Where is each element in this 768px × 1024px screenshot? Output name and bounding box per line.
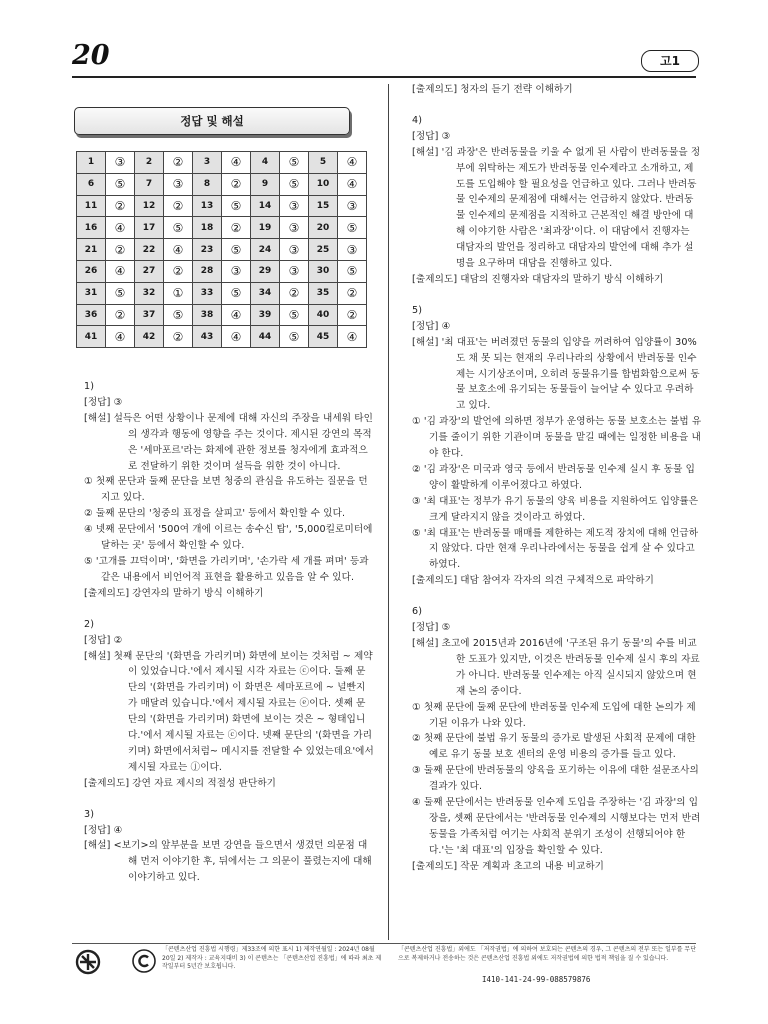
explanation-text: [해설] 첫째 문단의 '(화면을 가리키며) 화면에 보이는 것처럼 ~ 제약이 있었습니다.'에서 제시될 시각 자료는 ⓒ이다. 둘째 문단의 '(화면을 가리키며) 이 화면은 세마포르에 ~ 널빤지가 매달려 있습니다.'에서 제시될 자료는 ⓔ이다. 셋째 문단의 '(화면을 가리키며) 화면에 보이는 것은 ~ 형태입니다.'에서 제시될 자료는 ⓒ이다. 넷째 문단의 '(화면을 가리키며) 화면에서처럼~ 메시지를 전달할 수 있었는데요'에서 제시될 자료는 ⓙ이다. <box>84 650 374 773</box>
choice-explanation: ① 첫째 문단에 둘째 문단에 반려동물 인수제 도입에 대한 논의가 제기된 이유가 나와 있다. <box>412 701 696 729</box>
footer-rule <box>72 943 696 944</box>
question-number-cell: 8 <box>193 173 222 195</box>
answer-choice-cell: ③ <box>222 260 251 282</box>
question-number-cell: 11 <box>77 195 106 217</box>
explanation-text: [해설] 설득은 어떤 상황이나 문제에 대해 자신의 주장을 내세워 타인의 생각과 행동에 영향을 주는 것이다. 제시된 강연의 목적은 '세마포르'라는 화제에 관한 정보를 청자에게 효과적으로 전달하기 위한 것이며 설득을 위한 것이 아니다. <box>84 412 373 472</box>
answer-choice-cell: ⑤ <box>280 304 309 326</box>
question-number-cell: 31 <box>77 282 106 304</box>
explanation-text: [해설] 초고에 2015년과 2016년에 '구조된 유기 동물'의 수를 비교한 도표가 있지만, 이것은 반려동물 인수제 실시 후의 자료가 아니다. 반려동물 인수제는 아직 실시되지 않았으며 현재 논의 중이다. <box>412 638 700 697</box>
answer-choice-cell: ③ <box>280 217 309 239</box>
question-number-cell: 20 <box>309 217 338 239</box>
question-number-cell: 12 <box>135 195 164 217</box>
answer-choice-cell: ② <box>106 304 135 326</box>
column-divider <box>388 84 389 940</box>
question-number-cell: 35 <box>309 282 338 304</box>
answer-choice-cell: ③ <box>338 195 367 217</box>
answer-choice-cell: ② <box>164 260 193 282</box>
document-code: I410-141-24-99-088579876 <box>482 975 591 984</box>
answer-row <box>77 326 367 348</box>
question-number-cell: 39 <box>251 304 280 326</box>
answer-choice-cell: ② <box>164 326 193 348</box>
question-intent: [출제의도] 청자의 듣기 전략 이해하기 <box>412 84 573 95</box>
choice-explanation: ④ 넷째 문단에서 '500여 개에 이르는 송수신 탑', '5,000킬로미터에 달하는 곳' 등에서 확인할 수 있다. <box>84 524 373 552</box>
question-number-cell: 27 <box>135 260 164 282</box>
answer-line: [정답] ⑤ <box>412 622 451 634</box>
question-number-cell: 30 <box>309 260 338 282</box>
answer-choice-cell: ④ <box>106 326 135 348</box>
answer-choice-cell: ⑤ <box>222 239 251 261</box>
choice-explanation: ② '김 과장'은 미국과 영국 등에서 반려동물 인수제 실시 후 동물 입양이 활발하게 이루어졌다고 하였다. <box>412 463 696 491</box>
answer-choice-cell: ② <box>222 173 251 195</box>
footer-notice-left: 「콘텐츠산업 진흥법 시행령」제33조에 의한 표시 1) 제작연월일 : 2024년 08월 20일 2) 제작자 : 교육지대비 3) 이 콘텐츠는 「콘텐츠산업 진흥법」에 따라 최초 제작일부터 5년간 보호됩니다. <box>162 946 382 970</box>
question-number-cell: 21 <box>77 239 106 261</box>
copyright-icon <box>132 949 156 973</box>
question-number-cell: 17 <box>135 217 164 239</box>
answer-choice-cell: ③ <box>280 195 309 217</box>
answer-row <box>77 173 367 195</box>
question-number-cell: 44 <box>251 326 280 348</box>
question-number-cell: 29 <box>251 260 280 282</box>
answer-choice-cell: ② <box>280 282 309 304</box>
answer-choice-cell: ② <box>338 282 367 304</box>
left-column <box>84 379 374 901</box>
question-block <box>412 303 702 589</box>
explanation-text: [해설] '최 대표'는 버려졌던 동물의 입양을 꺼려하여 입양률이 30%도 채 못 되는 현재의 우리나라의 상황에서 반려동물 인수제는 시기상조이며, 오히려 동물유기를 합법화함으로써 동물 보호소에 유기되는 동물들이 늘어날 수 있다고 우려하고 있다. <box>412 336 700 412</box>
question-number-cell: 33 <box>193 282 222 304</box>
answer-choice-cell: ⑤ <box>280 326 309 348</box>
question-number-cell: 36 <box>77 304 106 326</box>
question-number-cell: 37 <box>135 304 164 326</box>
answer-choice-cell: ⑤ <box>338 217 367 239</box>
question-block <box>84 379 374 602</box>
question-number-cell: 24 <box>251 239 280 261</box>
explanation-text: [해설] '김 과장'은 반려동물을 키울 수 없게 된 사람이 반려동물을 정부에 위탁하는 제도가 반려동물 인수제라고 소개하고, 제도를 도입해야 할 필요성을 언급하고 있다. 그러나 반려동물 인수제의 문제점에 대해서는 언급하지 않았다. 반려동물 인수제의 문제점을 지적하고 근본적인 해결 방안에 대해 이야기한 사람은 '최과장'이다. 이 대담에서 진행자는 대담자의 발언을 정리하고 대담자의 발언에 대해 추가 설명을 요구하며 대담을 진행하고 있다. <box>412 146 701 270</box>
answer-row <box>77 260 367 282</box>
answer-choice-cell: ② <box>164 195 193 217</box>
question-intent: [출제의도] 강연자의 말하기 방식 이해하기 <box>84 587 264 599</box>
answer-choice-cell: ③ <box>280 260 309 282</box>
question-number-cell: 32 <box>135 282 164 304</box>
answer-row <box>77 239 367 261</box>
question-intent: [출제의도] 대담의 진행자와 대담자의 말하기 방식 이해하기 <box>412 273 664 285</box>
section-title: 정답 및 해설 <box>74 107 350 135</box>
answer-choice-cell: ④ <box>222 326 251 348</box>
explanation-text: [해설] <보기>의 앞부분을 보면 강연을 들으면서 생겼던 의문점 대해 먼저 이야기한 후, 뒤에서는 그 의문이 풀렸는지에 대해 이야기하고 있다. <box>84 840 372 884</box>
answer-table <box>76 151 367 348</box>
answer-choice-cell: ⑤ <box>164 217 193 239</box>
answer-choice-cell: ⑤ <box>106 282 135 304</box>
footer-notice-right: 「콘텐츠산업 진흥법」외에도 「저작권법」에 의하여 보호되는 콘텐츠의 경우, 그 콘텐츠의 전부 또는 일부를 무단으로 복제하거나 전송하는 것은 콘텐츠산업 진흥법 외에도 저작권법에 의한 법적 책임을 질 수 있습니다. <box>398 946 697 962</box>
answer-choice-cell: ⑤ <box>106 173 135 195</box>
answer-choice-cell: ④ <box>222 152 251 174</box>
answer-choice-cell: ② <box>106 195 135 217</box>
answer-choice-cell: ② <box>164 152 193 174</box>
question-number-cell: 14 <box>251 195 280 217</box>
answer-choice-cell: ⑤ <box>222 282 251 304</box>
choice-explanation: ② 둘째 문단의 '청중의 표정을 살피고' 등에서 확인할 수 있다. <box>84 508 346 520</box>
question-number-cell: 40 <box>309 304 338 326</box>
right-column <box>412 82 702 890</box>
question-number-cell: 41 <box>77 326 106 348</box>
answer-choice-cell: ④ <box>338 152 367 174</box>
question-number-cell: 45 <box>309 326 338 348</box>
answer-line: [정답] ③ <box>412 130 451 142</box>
question-number-cell: 34 <box>251 282 280 304</box>
answer-row <box>77 304 367 326</box>
answer-choice-cell: ④ <box>164 239 193 261</box>
answer-line: [정답] ④ <box>412 320 451 332</box>
choice-explanation: ① 첫째 문단과 둘째 문단을 보면 청중의 관심을 유도하는 질문을 던지고 있다. <box>84 476 368 504</box>
question-intent: [출제의도] 대담 참여자 각자의 의견 구체적으로 파악하기 <box>412 575 655 587</box>
question-block <box>412 604 702 874</box>
answer-choice-cell: ③ <box>280 239 309 261</box>
answer-choice-cell: ③ <box>106 152 135 174</box>
question-number-cell: 28 <box>193 260 222 282</box>
answer-choice-cell: ⑤ <box>280 152 309 174</box>
question-number-cell: 16 <box>77 217 106 239</box>
question-number-cell: 3 <box>193 152 222 174</box>
answer-choice-cell: ② <box>106 239 135 261</box>
question-number: 1) <box>84 381 95 392</box>
question-number-cell: 6 <box>77 173 106 195</box>
question-intent: [출제의도] 강연 자료 제시의 적절성 판단하기 <box>84 777 277 789</box>
question-block <box>412 113 702 288</box>
question-number-cell: 4 <box>251 152 280 174</box>
answer-choice-cell: ① <box>164 282 193 304</box>
answer-choice-cell: ④ <box>106 217 135 239</box>
question-number: 5) <box>412 304 423 316</box>
question-number: 4) <box>412 114 423 126</box>
choice-explanation: ⑤ '고개를 끄덕이며', '화면을 가리키며', '손가락 세 개를 펴며' 등과 같은 내용에서 비언어적 표현을 활용하고 있음을 알 수 있다. <box>84 555 369 583</box>
question-number-cell: 42 <box>135 326 164 348</box>
question-number-cell: 15 <box>309 195 338 217</box>
answer-choice-cell: ② <box>338 304 367 326</box>
question-number-cell: 7 <box>135 173 164 195</box>
answer-choice-cell: ⑤ <box>280 173 309 195</box>
answer-choice-cell: ⑤ <box>338 260 367 282</box>
answer-choice-cell: ④ <box>106 260 135 282</box>
answer-choice-cell: ④ <box>338 173 367 195</box>
answer-row <box>77 195 367 217</box>
question-number-cell: 23 <box>193 239 222 261</box>
answer-row <box>77 282 367 304</box>
choice-explanation: ① '김 과장'의 발언에 의하면 정부가 운영하는 동물 보호소는 불법 유기를 줄이기 위한 기관이며 동물을 맡길 때에는 일정한 비용을 내야 한다. <box>412 416 702 460</box>
question-number-cell: 43 <box>193 326 222 348</box>
choice-explanation: ③ 둘째 문단에 반려동물의 양육을 포기하는 이유에 대한 설문조사의 결과가 있다. <box>412 765 699 793</box>
choice-explanation: ③ '최 대표'는 정부가 유기 동물의 양육 비용을 지원하여도 입양률은 크게 달라지지 않을 것이라고 하였다. <box>412 495 699 523</box>
answer-choice-cell: ③ <box>164 173 193 195</box>
page-number: 20 <box>72 40 110 71</box>
question-number-cell: 19 <box>251 217 280 239</box>
question-number: 6) <box>412 606 423 618</box>
answer-choice-cell: ④ <box>222 304 251 326</box>
question-number-cell: 26 <box>77 260 106 282</box>
answer-line: [정답] ③ <box>84 396 123 408</box>
answer-row <box>77 217 367 239</box>
question-number: 3) <box>84 808 95 820</box>
header-rule <box>72 76 696 78</box>
question-block <box>84 617 374 792</box>
choice-explanation: ④ 둘째 문단에서는 반려동물 인수제 도입을 주장하는 '김 과장'의 입장을, 셋째 문단에서는 '반려동물 인수제의 시행보다는 먼저 반려동물을 가족처럼 여기는 사회적 분위기 조성이 선행되어야 한다.'는 '최 대표'의 입장을 확인할 수 있다. <box>412 797 701 856</box>
question-number-cell: 10 <box>309 173 338 195</box>
grade-badge: 고1 <box>641 50 699 72</box>
answer-choice-cell: ⑤ <box>222 195 251 217</box>
question-block <box>84 807 374 887</box>
answer-choice-cell: ⑤ <box>164 304 193 326</box>
question-number-cell: 38 <box>193 304 222 326</box>
question-number-cell: 22 <box>135 239 164 261</box>
question-number: 2) <box>84 618 95 630</box>
question-intent: [출제의도] 작문 계획과 초고의 내용 비교하기 <box>412 860 605 872</box>
answer-line: [정답] ② <box>84 634 123 646</box>
question-number-cell: 13 <box>193 195 222 217</box>
answer-choice-cell: ② <box>222 217 251 239</box>
answer-line: [정답] ④ <box>84 824 123 836</box>
choice-explanation: ⑤ '최 대표'는 반려동물 매매를 제한하는 제도적 장치에 대해 언급하지 않았다. 다만 현재 우리나라에서는 동물을 쉽게 살 수 있다고 하였다. <box>412 527 699 571</box>
answer-choice-cell: ③ <box>338 239 367 261</box>
question-block <box>412 82 702 98</box>
question-number-cell: 18 <box>193 217 222 239</box>
publisher-logo-icon <box>74 948 102 976</box>
answer-choice-cell: ④ <box>338 326 367 348</box>
question-number-cell: 25 <box>309 239 338 261</box>
question-number-cell: 9 <box>251 173 280 195</box>
question-number-cell: 1 <box>77 152 106 174</box>
choice-explanation: ② 첫째 문단에 불법 유기 동물의 증가로 발생된 사회적 문제에 대한 예로 유기 동물 보호 센터의 운영 비용의 증가를 들고 있다. <box>412 733 696 761</box>
question-number-cell: 2 <box>135 152 164 174</box>
question-number-cell: 5 <box>309 152 338 174</box>
answer-row <box>77 152 367 174</box>
